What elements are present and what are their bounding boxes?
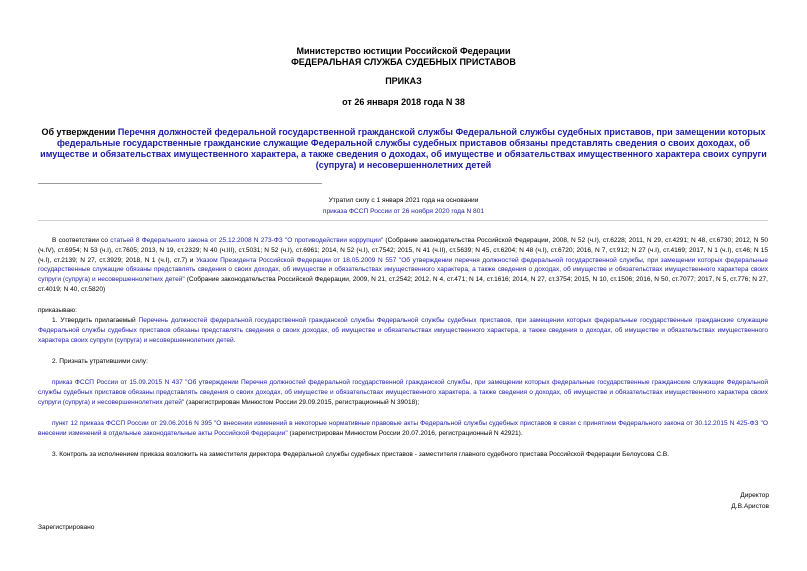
order-395-link[interactable]: пункт 12 приказа ФССП России от 29.06.2016 N 395 "О внесении изменений в некоторые нормативные правовые акты Федеральной службы судебных приставов в связи с принятием Федерального закона от 30.12.2015 N 425-ФЗ "О внесении изменений в отдельные законодательные акты Российской Федерации": [38, 420, 768, 437]
order-word: приказываю:: [38, 307, 77, 314]
lost-force-order-link[interactable]: приказа ФССП России от 26 ноября 2020 года N 801: [322, 208, 485, 215]
section-divider: [38, 220, 768, 221]
item-2a-paragraph: приказ ФССП России от 15.09.2015 N 437 "Об утверждении Перечня должностей федеральной государственной гражданской службы, при замещении которых федеральные государственные гражданские служащие Федеральной службы судебных приставов обязаны представлять сведения о своих доходах, об имуществе и обязательствах имущественного характера, а также сведения о доходах, об имуществе и обязательствах имущественного характера своих супруги (супруга) и несовершеннолетних детей" (зарегистрирован Минюстом России 29.09.2015, регистрационный N 39018);: [38, 379, 768, 406]
item-1-paragraph: 1. Утвердить прилагаемый Перечень должностей федеральной государственной гражданской службы Федеральной службы судебных приставов, при замещении которых федеральные государственные гражданские служащие Федеральной службы судебных приставов обязаны представлять сведения о своих доходах, об имуществе и обязательствах имущественного характера, а также сведения о доходах, об имуществе и обязательствах имущественного характера своих супруги (супруга) и несовершеннолетних детей.: [38, 317, 768, 344]
signatory-position: Директор: [740, 492, 769, 499]
document-date-number: от 26 января 2018 года N 38: [342, 97, 465, 107]
ministry-name: Министерство юстиции Российской Федерации: [296, 46, 511, 56]
document-title: [40, 127, 767, 171]
document-type: ПРИКАЗ: [385, 76, 422, 86]
approved-list-link[interactable]: Перечень должностей федеральной государственной гражданской службы Федеральной службы судебных приставов, при замещении которых федеральные государственные гражданские служащие Федеральной службы судебных приставов обязаны представлять сведения о своих доходах, об имуществе и обязательствах имущественного характера, а также сведения о доходах, об имуществе и обязательствах имущественного характера своих супруги (супруга) и несовершеннолетних детей: [38, 317, 768, 344]
order-437-link[interactable]: приказ ФССП России от 15.09.2015 N 437 "Об утверждении Перечня должностей федеральной государственной гражданской службы, при замещении которых федеральные государственные гражданские служащие Федеральной службы судебных приставов обязаны представлять сведения о своих доходах, об имуществе и обязательствах имущественного характера, а также сведения о доходах, об имуществе и обязательствах имущественного характера своих супруги (супруга) и несовершеннолетних детей": [38, 379, 768, 406]
preamble-paragraph: В соответствии со статьей 8 Федерального закона от 25.12.2008 N 273-ФЗ "О противодействии коррупции" (Собрание законодательства Российской Федерации, 2008, N 52 (ч.I), ст.6228; 2011, N 29, ст.4291; N 48, ст.6730; 2012, N 50 (ч.IV), ст.6954; N 53 (ч.I), ст.7605; 2013, N 19, ст.2329; N 40 (ч.III), ст.5031; N 52 (ч.I), ст.6961; 2014, N 52 (ч.I), ст.7542; 2015, N 41 (ч.II), ст.5639; N 45, ст.6204; N 48 (ч.I), ст.6720; 2016, N 7, ст.912; N 27 (ч.I), ст.4169; 2017, N 1 (ч.I), ст.46; N 15 (ч.I), ст.2139; N 27, ст.3929; 2018, N 1 (ч.I), ст.7) и Указом Президента Российской Федерации от 18.05.2009 N 557 "Об утверждении перечня должностей федеральной государственной службы, при замещении которых федеральные государственные служащие обязаны представлять сведения о своих доходах, об имуществе и обязательствах имущественного характера, а также сведения о доходах, об имуществе и обязательствах имущественного характера своих супруги (супруга) и несовершеннолетних детей" (Собрание законодательства Российской Федерации, 2009, N 21, ст.2542; 2012, N 4, ст.471; N 14, ст.1616; 2014, N 27, ст.3754; 2015, N 10, ст.1506; 2016, N 50, ст.7077; 2017, N 5, ст.776; N 27, ст.4019; N 40, ст.5820): [38, 237, 768, 293]
title-prefix: Об утверждении: [41, 127, 118, 137]
service-name: ФЕДЕРАЛЬНАЯ СЛУЖБА СУДЕБНЫХ ПРИСТАВОВ: [291, 57, 516, 67]
registered-note: Зарегистрировано: [38, 524, 95, 531]
law-273fz-link[interactable]: статьей 8 Федерального закона от 25.12.2008 N 273-ФЗ "О противодействии коррупции": [110, 237, 384, 244]
decree-557-link[interactable]: Указом Президента Российской Федерации от 18.05.2009 N 557 "Об утверждении перечня должностей федеральной государственной службы, при замещении которых федеральные государственные служащие обязаны представлять сведения о своих доходах, об имуществе и обязательствах имущественного характера, а также сведения о доходах, об имуществе и обязательствах имущественного характера своих супруги (супруга) и несовершеннолетних детей": [38, 256, 768, 284]
title-link[interactable]: Перечня должностей федеральной государственной гражданской службы Федеральной службы судебных приставов, при замещении которых федеральные государственные гражданские служащие Федеральной службы судебных приставов обязаны представлять сведения о своих доходах, об имуществе и обязательствах имущественного характера, а также сведения о доходах, об имуществе и обязательствах имущественного характера своих супруги (супруга) и несовершеннолетних детей: [40, 127, 767, 170]
item-3-paragraph: 3. Контроль за исполнением приказа возложить на заместителя директора Федеральной службы судебных приставов - заместителя главного судебного пристава Российской Федерации Белоусова С.В.: [52, 451, 670, 458]
title-divider: [38, 183, 322, 184]
lost-force-note: Утратил силу с 1 января 2021 года на основании: [328, 197, 479, 204]
signatory-name: Д.В.Аристов: [731, 503, 769, 510]
item-2b-paragraph: пункт 12 приказа ФССП России от 29.06.2016 N 395 "О внесении изменений в некоторые нормативные правовые акты Федеральной службы судебных приставов в связи с принятием Федерального закона от 30.12.2015 N 425-ФЗ "О внесении изменений в отдельные законодательные акты Российской Федерации" (зарегистрирован Минюстом России 20.07.2016, регистрационный N 42921).: [38, 420, 768, 437]
item-2-paragraph: 2. Признать утратившими силу:: [52, 358, 148, 365]
